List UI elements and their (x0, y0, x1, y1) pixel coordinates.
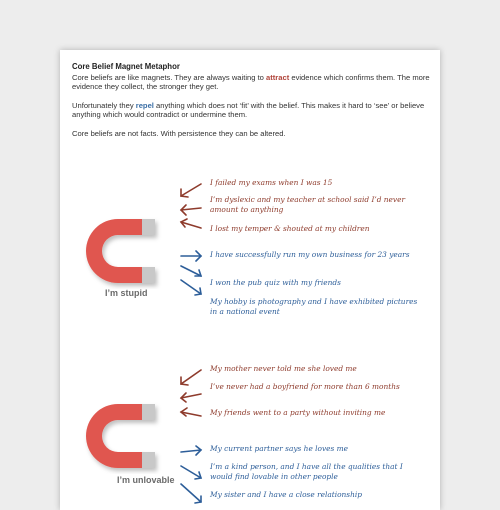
intro-paragraph-2 (72, 101, 432, 120)
attract-arrows (177, 362, 209, 510)
repelled-evidence-item: My hobby is photography and I have exhibited pictures in a national event (210, 297, 418, 316)
attracted-evidence-item: I lost my temper & shouted at my children (210, 224, 370, 233)
magnet-icon (76, 213, 176, 289)
repelled-evidence-item: I won the pub quiz with my friends (210, 278, 341, 287)
repelled-evidence-item: My current partner says he loves me (210, 444, 349, 453)
magnet-label: I’m stupid (105, 288, 148, 298)
repelled-evidence-item: My sister and I have a close relationship (210, 490, 362, 499)
attracted-evidence-item: I failed my exams when I was 15 (210, 178, 333, 187)
attracted-evidence-item: My mother never told me she loved me (210, 364, 357, 373)
para1-text-a: Core beliefs are like magnets. They are always waiting to (72, 72, 267, 82)
magnet-group-stupid (60, 178, 440, 343)
intro-paragraph-1 (72, 73, 432, 92)
repelled-evidence-item: I have successfully run my own business for 23 years (210, 250, 410, 259)
para2-text-b: anything which does not ‘fit’ with the belief. This makes it hard to ‘see’ or believe anything which would contradict or undermine them. (72, 100, 425, 120)
para1-text-b: evidence which confirms them. The more evidence they collect, the stronger they get. (72, 72, 430, 92)
attracted-evidence-item: I’ve never had a boyfriend for more than 6 months (210, 382, 400, 391)
repel-word: repel (135, 100, 154, 110)
attract-word: attract (266, 72, 290, 82)
magnet-group-unlovable (60, 362, 440, 510)
magnet-label: I’m unlovable (117, 475, 175, 485)
page-title: Core Belief Magnet Metaphor (72, 62, 180, 71)
intro-section (72, 62, 432, 148)
attracted-evidence-item: I’m dyslexic and my teacher at school said I’d never amount to anything (210, 195, 406, 214)
attract-arrows (177, 178, 209, 343)
magnet-icon (76, 398, 176, 474)
intro-paragraph-3: Core beliefs are not facts. With persistence they can be altered. (72, 128, 286, 138)
repelled-evidence-item: I’m a kind person, and I have all the qualities that I would find lovable in other people (210, 462, 403, 481)
attracted-evidence-item: My friends went to a party without inviting me (210, 408, 386, 417)
worksheet-page (60, 50, 440, 510)
para2-text-a: Unfortunately they (72, 100, 136, 110)
